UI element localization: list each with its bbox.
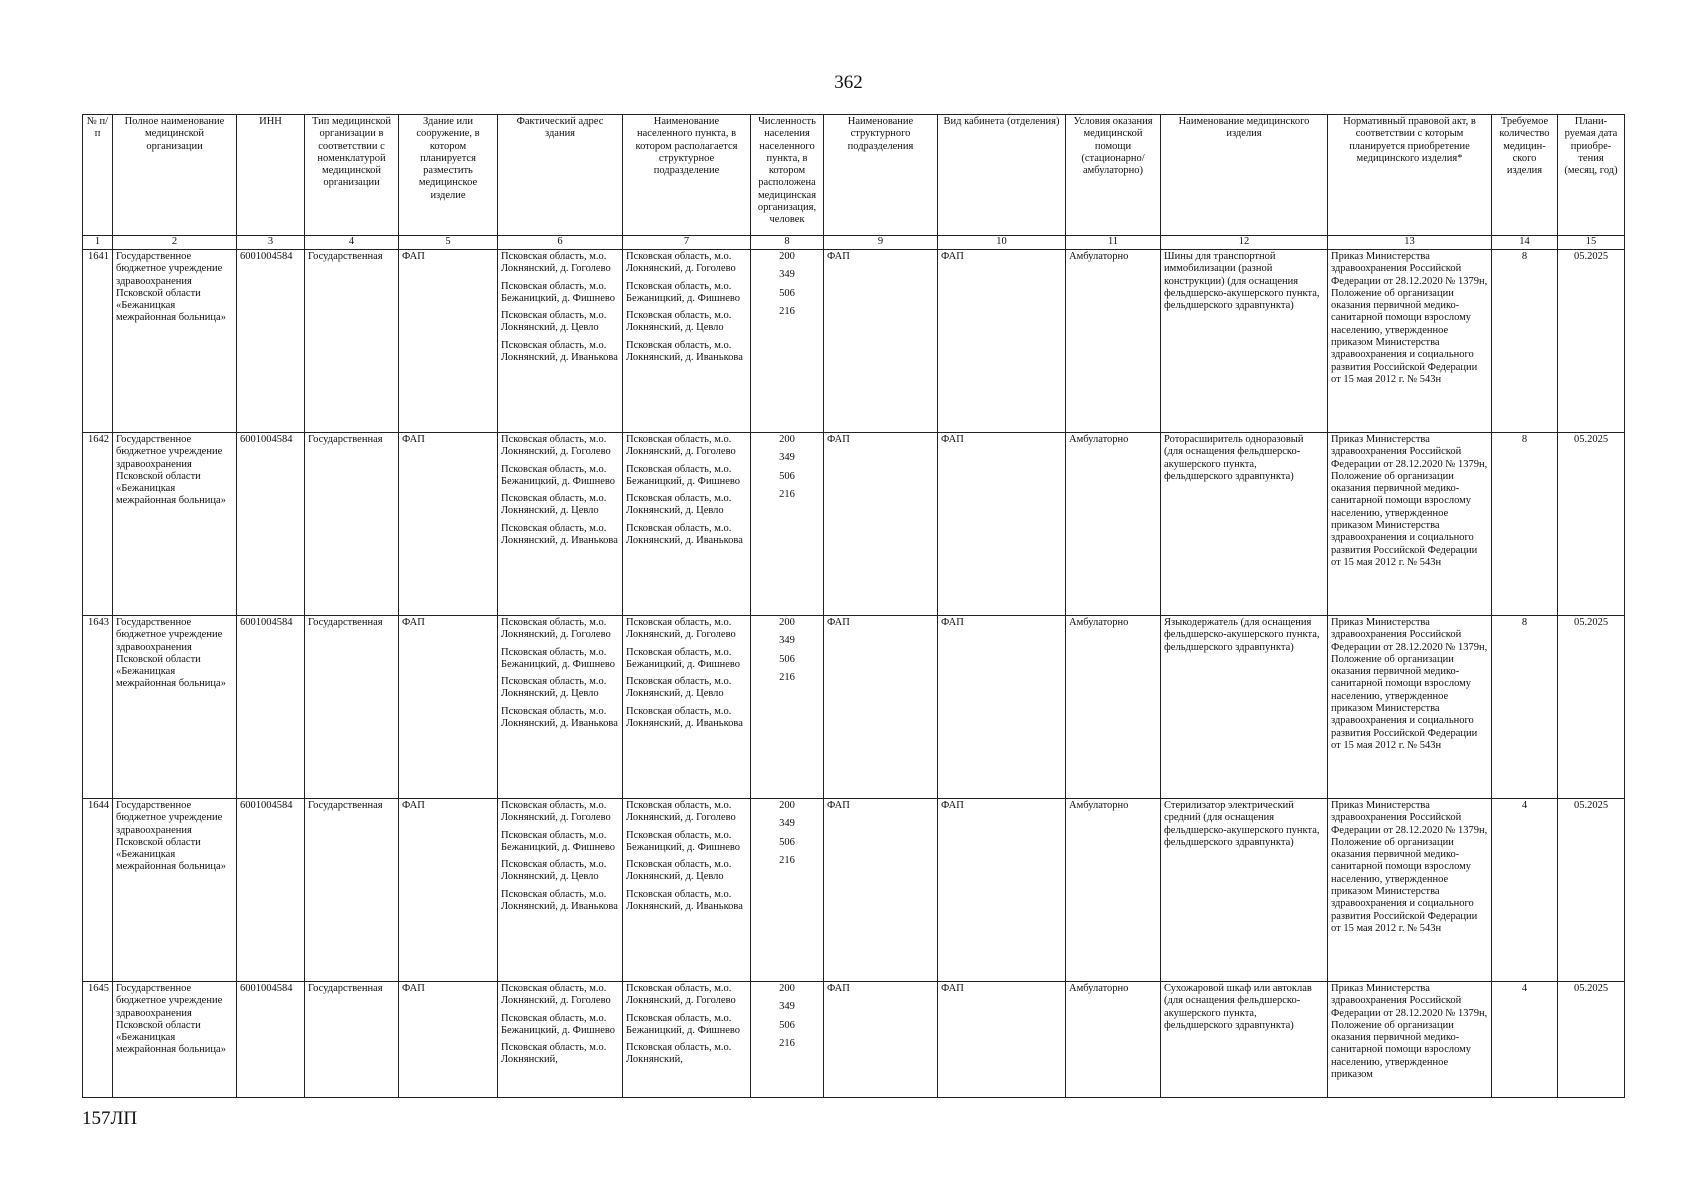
column-header: Здание или сооружение, в котором планируется разместить медицинское изделие: [399, 115, 498, 236]
address: Псковская область, м.о. Локнянский, д. Гоголево: [501, 251, 611, 275]
purchase-date: 05.2025: [1558, 982, 1625, 1098]
structural-unit: ФАП: [824, 433, 938, 616]
legal-act: Приказ Министерства здравоохранения Российской Федерации от 28.12.2020 № 1379н, Положение об организации оказания первичной медико-санитарной помощи взрослому населению, утвержденное приказом: [1328, 982, 1492, 1098]
legal-act: Приказ Министерства здравоохранения Российской Федерации от 28.12.2020 № 1379н, Положение об организации оказания первичной медико-санитарной помощи взрослому населению, утвержденное приказом Министерства здравоохранения и социального развития Российской Федерации от 15 мая 2012 г. № 543н: [1328, 799, 1492, 982]
population: 216: [779, 854, 795, 866]
organization-type: Государственная: [305, 433, 399, 616]
column-header: Тип медицинской организации в соответствии с номенклатурой медицинской организации: [305, 115, 399, 236]
inn: 6001004584: [237, 982, 305, 1098]
population: 200: [779, 434, 795, 445]
address: Псковская область, м.о. Локнянский, д. Цевло: [501, 859, 607, 883]
address: Псковская область, м.о. Локнянский, д. Иванькова: [501, 888, 618, 913]
place: Псковская область, м.о. Бежаницкий, д. Фишнево: [626, 463, 741, 487]
quantity: 8: [1492, 433, 1558, 616]
structural-unit: ФАП: [824, 616, 938, 799]
column-number: 9: [824, 236, 938, 250]
population: 506: [779, 470, 795, 482]
place-list: [623, 433, 751, 616]
structural-unit: ФАП: [824, 982, 938, 1098]
place: Псковская область, м.о. Локнянский, д. Иванькова: [626, 888, 743, 913]
place: Псковская область, м.о. Бежаницкий, д. Фишнево: [626, 646, 741, 670]
place: Псковская область, м.о. Локнянский, д. Иванькова: [626, 705, 743, 730]
building: ФАП: [399, 250, 498, 433]
population-list: [751, 433, 824, 616]
address: Псковская область, м.о. Локнянский, д. Гоголево: [501, 617, 611, 641]
legal-act: Приказ Министерства здравоохранения Российской Федерации от 28.12.2020 № 1379н, Положение об организации оказания первичной медико-санитарной помощи взрослому населению, утвержденное приказом Министерства здравоохранения и социального развития Российской Федерации от 15 мая 2012 г. № 543н: [1328, 433, 1492, 616]
device-name: Роторасширитель одноразовый (для оснащения фельдшерско-акушерского пункта, фельдшерского здравпункта): [1161, 433, 1328, 616]
place: Псковская область, м.о. Локнянский, д. Гоголево: [626, 434, 736, 458]
legal-act: Приказ Министерства здравоохранения Российской Федерации от 28.12.2020 № 1379н, Положение об организации оказания первичной медико-санитарной помощи взрослому населению, утвержденное приказом Министерства здравоохранения и социального развития Российской Федерации от 15 мая 2012 г. № 543н: [1328, 616, 1492, 799]
care-conditions: Амбулаторно: [1066, 982, 1161, 1098]
row-number: 1641: [83, 250, 113, 433]
column-header: Требуемое количество медицин-ского изделия: [1492, 115, 1558, 236]
column-header: Фактический адрес здания: [498, 115, 623, 236]
population-list: [751, 799, 824, 982]
table-row: [83, 433, 1625, 616]
place-list: [623, 616, 751, 799]
place: Псковская область, м.о. Локнянский, д. Цевло: [626, 859, 732, 883]
purchase-date: 05.2025: [1558, 250, 1625, 433]
page-number: 362: [834, 72, 863, 93]
structural-unit: ФАП: [824, 799, 938, 982]
purchase-date: 05.2025: [1558, 616, 1625, 799]
organization-name: Государственное бюджетное учреждение здравоохранения Псковской области «Бежаницкая межрайонная больница»: [113, 250, 237, 433]
row-number: 1643: [83, 616, 113, 799]
address: Псковская область, м.о. Локнянский, д. Гоголево: [501, 434, 611, 458]
place: Псковская область, м.о. Локнянский, д. Цевло: [626, 676, 732, 700]
cabinet-type: ФАП: [938, 433, 1066, 616]
column-number: 5: [399, 236, 498, 250]
place: Псковская область, м.о. Бежаницкий, д. Фишнево: [626, 829, 741, 853]
device-name: Стерилизатор электрический средний (для оснащения фельдшерско-акушерского пункта, фельдшерского здравпункта): [1161, 799, 1328, 982]
device-name: Шины для транспортной иммобилизации (разной конструкции) (для оснащения фельдшерско-акушерского пункта, фельдшерского здравпункта): [1161, 250, 1328, 433]
header-row: [83, 115, 1625, 236]
care-conditions: Амбулаторно: [1066, 250, 1161, 433]
column-number: 8: [751, 236, 824, 250]
address-list: [498, 799, 623, 982]
address-list: [498, 250, 623, 433]
population: 506: [779, 653, 795, 665]
column-header: Наименование структурного подразделения: [824, 115, 938, 236]
column-header: ИНН: [237, 115, 305, 236]
address: Псковская область, м.о. Бежаницкий, д. Фишнево: [501, 463, 616, 487]
cabinet-type: ФАП: [938, 250, 1066, 433]
legal-act: Приказ Министерства здравоохранения Российской Федерации от 28.12.2020 № 1379н, Положение об организации оказания первичной медико-санитарной помощи взрослому населению, утвержденное приказом Министерства здравоохранения и социального развития Российской Федерации от 15 мая 2012 г. № 543н: [1328, 250, 1492, 433]
column-header: Вид кабинета (отделения): [938, 115, 1066, 236]
cabinet-type: ФАП: [938, 616, 1066, 799]
address: Псковская область, м.о. Локнянский, д. Иванькова: [501, 339, 618, 364]
population: 216: [779, 1037, 795, 1049]
population-list: [751, 250, 824, 433]
column-number: 6: [498, 236, 623, 250]
device-name: Языкодержатель (для оснащения фельдшерско-акушерского пункта, фельдшерского здравпункта): [1161, 616, 1328, 799]
care-conditions: Амбулаторно: [1066, 799, 1161, 982]
quantity: 8: [1492, 250, 1558, 433]
table-row: [83, 616, 1625, 799]
building: ФАП: [399, 433, 498, 616]
place: Псковская область, м.о. Бежаницкий, д. Фишнево: [626, 280, 741, 304]
column-number: 12: [1161, 236, 1328, 250]
column-number: 1: [83, 236, 113, 250]
address: Псковская область, м.о. Локнянский, д. Цевло: [501, 676, 607, 700]
quantity: 4: [1492, 799, 1558, 982]
address: Псковская область, м.о. Бежаницкий, д. Фишнево: [501, 646, 616, 670]
column-number: 14: [1492, 236, 1558, 250]
table-body: [83, 250, 1625, 1098]
population-list: [751, 616, 824, 799]
column-header: Полное наименование медицинской организации: [113, 115, 237, 236]
purchase-date: 05.2025: [1558, 433, 1625, 616]
population: 349: [779, 269, 795, 281]
table-row: [83, 982, 1625, 1098]
place: Псковская область, м.о. Локнянский, д. Гоголево: [626, 617, 736, 641]
population: 200: [779, 617, 795, 628]
column-number: 11: [1066, 236, 1161, 250]
care-conditions: Амбулаторно: [1066, 616, 1161, 799]
column-header: Нормативный правовой акт, в соответствии с которым планируется приобретение медицинского изделия*: [1328, 115, 1492, 236]
address: Псковская область, м.о. Локнянский, д. Цевло: [501, 493, 607, 517]
place: Псковская область, м.о. Локнянский, д. Гоголево: [626, 800, 736, 824]
address-list: [498, 433, 623, 616]
organization-name: Государственное бюджетное учреждение здравоохранения Псковской области «Бежаницкая межрайонная больница»: [113, 616, 237, 799]
population: 349: [779, 1001, 795, 1013]
column-header: Наименование населенного пункта, в котором располагается структурное подразделение: [623, 115, 751, 236]
population: 349: [779, 635, 795, 647]
place: Псковская область, м.о. Локнянский, д. Цевло: [626, 310, 732, 334]
column-number: 13: [1328, 236, 1492, 250]
population: 506: [779, 1019, 795, 1031]
row-number: 1642: [83, 433, 113, 616]
address: Псковская область, м.о. Бежаницкий, д. Фишнево: [501, 829, 616, 853]
population: 506: [779, 287, 795, 299]
organization-type: Государственная: [305, 250, 399, 433]
place: Псковская область, м.о. Локнянский,: [626, 1042, 732, 1066]
row-number: 1645: [83, 982, 113, 1098]
address: Псковская область, м.о. Локнянский, д. Цевло: [501, 310, 607, 334]
column-number: 3: [237, 236, 305, 250]
cabinet-type: ФАП: [938, 982, 1066, 1098]
column-header: Плани-руемая дата приобре-тения (месяц, год): [1558, 115, 1625, 236]
column-number: 4: [305, 236, 399, 250]
cabinet-type: ФАП: [938, 799, 1066, 982]
population: 200: [779, 251, 795, 262]
organization-type: Государственная: [305, 616, 399, 799]
purchase-date: 05.2025: [1558, 799, 1625, 982]
inn: 6001004584: [237, 616, 305, 799]
quantity: 8: [1492, 616, 1558, 799]
building: ФАП: [399, 616, 498, 799]
organization-name: Государственное бюджетное учреждение здравоохранения Псковской области «Бежаницкая межрайонная больница»: [113, 433, 237, 616]
footer-code: 157ЛП: [82, 1108, 138, 1129]
table-row: [83, 799, 1625, 982]
column-number: 2: [113, 236, 237, 250]
population-list: [751, 982, 824, 1098]
address-list: [498, 982, 623, 1098]
place: Псковская область, м.о. Локнянский, д. Цевло: [626, 493, 732, 517]
population: 216: [779, 671, 795, 683]
population: 349: [779, 818, 795, 830]
population: 349: [779, 452, 795, 464]
structural-unit: ФАП: [824, 250, 938, 433]
column-number: 10: [938, 236, 1066, 250]
column-header: № п/п: [83, 115, 113, 236]
column-header: Условия оказания медицинской помощи (стационарно/ амбулаторно): [1066, 115, 1161, 236]
organization-name: Государственное бюджетное учреждение здравоохранения Псковской области «Бежаницкая межрайонная больница»: [113, 982, 237, 1098]
quantity: 4: [1492, 982, 1558, 1098]
place: Псковская область, м.о. Локнянский, д. Иванькова: [626, 339, 743, 364]
building: ФАП: [399, 982, 498, 1098]
inn: 6001004584: [237, 250, 305, 433]
population: 216: [779, 488, 795, 500]
address: Псковская область, м.о. Локнянский,: [501, 1042, 607, 1066]
address: Псковская область, м.о. Локнянский, д. Иванькова: [501, 705, 618, 730]
address: Псковская область, м.о. Локнянский, д. Гоголево: [501, 983, 611, 1007]
place-list: [623, 799, 751, 982]
care-conditions: Амбулаторно: [1066, 433, 1161, 616]
place: Псковская область, м.о. Бежаницкий, д. Фишнево: [626, 1012, 741, 1036]
organization-name: Государственное бюджетное учреждение здравоохранения Псковской области «Бежаницкая межрайонная больница»: [113, 799, 237, 982]
place: Псковская область, м.о. Локнянский, д. Иванькова: [626, 522, 743, 547]
device-name: Сухожаровой шкаф или автоклав (для оснащения фельдшерско-акушерского пункта, фельдшерского здравпункта): [1161, 982, 1328, 1098]
organization-type: Государственная: [305, 799, 399, 982]
table-row: [83, 250, 1625, 433]
equipment-table: [82, 114, 1625, 1098]
population: 216: [779, 305, 795, 317]
inn: 6001004584: [237, 433, 305, 616]
address: Псковская область, м.о. Локнянский, д. Иванькова: [501, 522, 618, 547]
column-number: 15: [1558, 236, 1625, 250]
column-number-row: [83, 236, 1625, 250]
inn: 6001004584: [237, 799, 305, 982]
building: ФАП: [399, 799, 498, 982]
place-list: [623, 250, 751, 433]
column-number: 7: [623, 236, 751, 250]
population: 200: [779, 983, 795, 994]
population: 200: [779, 800, 795, 811]
column-header: Наименование медицинского изделия: [1161, 115, 1328, 236]
address: Псковская область, м.о. Локнянский, д. Гоголево: [501, 800, 611, 824]
column-header: Численность населения населенного пункта, в котором расположена медицинская организация, человек: [751, 115, 824, 236]
place: Псковская область, м.о. Локнянский, д. Гоголево: [626, 251, 736, 275]
row-number: 1644: [83, 799, 113, 982]
place-list: [623, 982, 751, 1098]
address: Псковская область, м.о. Бежаницкий, д. Фишнево: [501, 280, 616, 304]
address-list: [498, 616, 623, 799]
place: Псковская область, м.о. Локнянский, д. Гоголево: [626, 983, 736, 1007]
population: 506: [779, 836, 795, 848]
address: Псковская область, м.о. Бежаницкий, д. Фишнево: [501, 1012, 616, 1036]
organization-type: Государственная: [305, 982, 399, 1098]
